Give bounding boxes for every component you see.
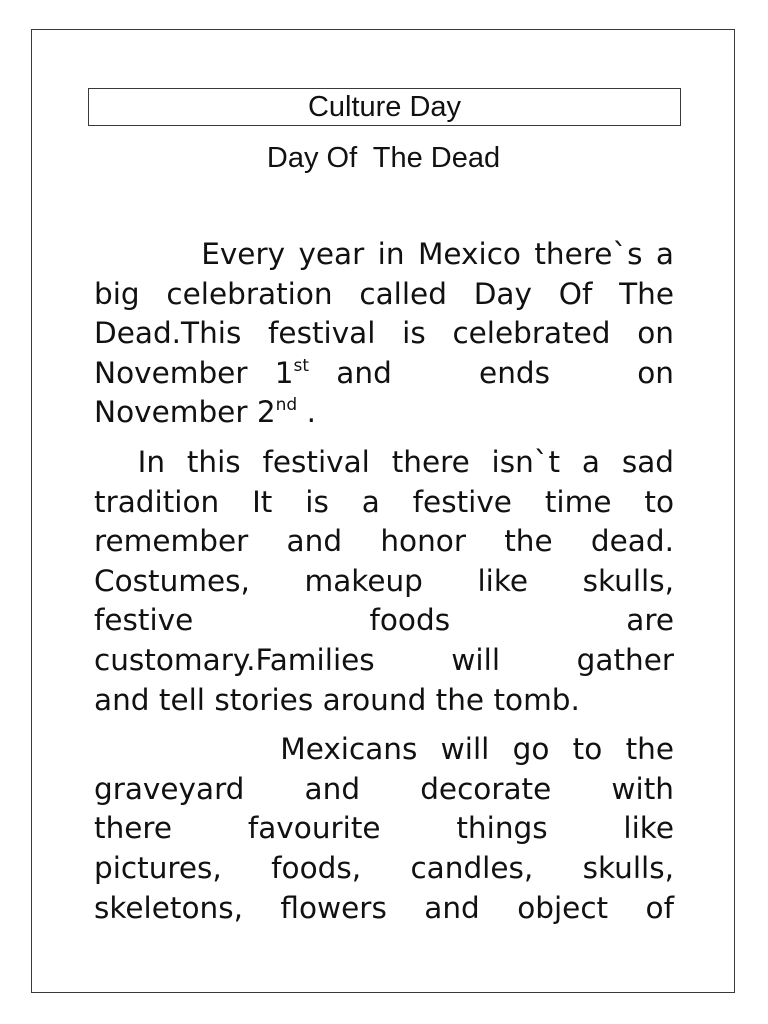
ordinal-superscript: st: [293, 355, 310, 376]
paragraph-line: Costumes, makeup like skulls,: [94, 563, 674, 598]
paragraph-line: tradition It is a festive time to: [94, 484, 674, 519]
paragraph-line: skeletons, flowers and object of: [94, 890, 674, 925]
paragraph-line: big celebration called Day Of The: [94, 276, 674, 311]
paragraph-1: [94, 235, 674, 433]
paragraph-line: remember and honor the dead.: [94, 524, 674, 559]
paragraph-line: festive foods are: [94, 603, 674, 638]
paragraph-line: Dead.This festival is celebrated on: [94, 316, 674, 351]
paragraph-line: there favourite things like: [94, 811, 674, 846]
paragraph-line: graveyard and decorate with: [94, 771, 674, 806]
line-text: November 1: [94, 355, 294, 390]
paragraph-line: In this festival there isn`t a sad: [94, 444, 674, 479]
paragraph-line: Every year in Mexico there`s a: [94, 237, 674, 271]
paragraph-line: and tell stories around the tomb.: [94, 682, 580, 717]
paragraph-line: customary.Families will gather: [94, 642, 674, 677]
paragraph-2: [94, 443, 674, 720]
document-title: Culture Day: [88, 88, 681, 126]
document-page: [31, 29, 735, 993]
ordinal-superscript: nd: [275, 395, 298, 416]
document-subtitle: Day Of The Dead: [266, 142, 501, 174]
document-body: [94, 235, 674, 938]
paragraph-line: pictures, foods, candles, skulls,: [94, 850, 674, 885]
line-text: .: [297, 395, 316, 430]
line-text: and ends on: [336, 355, 674, 390]
paragraph-line: Mexicans will go to the: [94, 732, 674, 767]
line-text: November 2: [94, 395, 276, 430]
paragraph-line: [94, 354, 674, 394]
paragraph-3: [94, 730, 674, 928]
paragraph-line: [94, 393, 674, 433]
